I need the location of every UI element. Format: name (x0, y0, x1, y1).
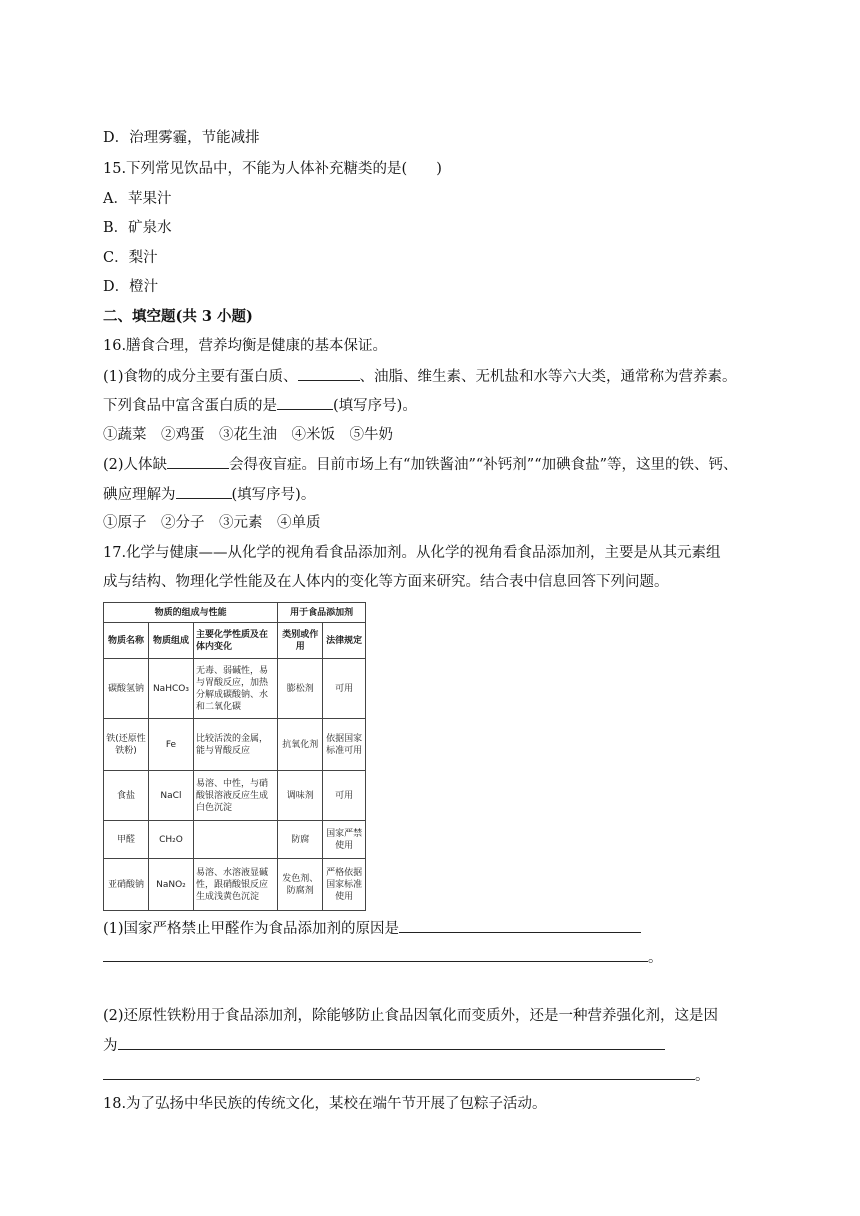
answer-blank[interactable] (399, 918, 641, 933)
answer-blank[interactable] (103, 947, 648, 962)
q15-stem: 15.下列常见饮品中，不能为人体补充糖类的是( ) (103, 161, 442, 177)
table-header-cell: 物质名称 (104, 623, 149, 659)
table-row (104, 659, 366, 719)
table-cell: 碳酸氢钠 (104, 659, 149, 719)
table-cell: 铁(还原性铁粉) (104, 719, 149, 771)
section-heading: 二、填空题(共 3 小题) (103, 308, 253, 325)
table-cell: 膨松剂 (278, 659, 323, 719)
table-cell: CH₂O (148, 821, 193, 859)
table-group-header: 物质的组成与性能 (104, 603, 278, 623)
answer-blank[interactable] (103, 1065, 695, 1080)
table-cell: 国家严禁使用 (323, 821, 366, 859)
food-additive-table (103, 602, 366, 911)
q14-option-d: D．治理雾霾，节能减排 (103, 130, 260, 146)
q17-stem-line1: 17.化学与健康——从化学的视角看食品添加剂。从化学的视角看食品添加剂，主要是从其元素组 (103, 545, 721, 561)
q17-part2-line1: (2)还原性铁粉用于食品添加剂，除能够防止食品因氧化而变质外，还是一种营养强化剂，这是因 (103, 1008, 719, 1024)
q16-part2-line2: 碘应理解为 (填写序号)。 (103, 484, 315, 505)
q15-option-b: B．矿泉水 (103, 220, 172, 236)
table-cell: 易溶、中性，与硝酸银溶液反应生成白色沉淀 (193, 771, 277, 821)
q16-part1-choices: ①蔬菜 ②鸡蛋 ③花生油 ④米饭 ⑤牛奶 (103, 427, 393, 443)
q16-part1-line2: 下列食品中富含蛋白质的是 (填写序号)。 (103, 395, 417, 416)
answer-blank[interactable] (167, 454, 229, 469)
q15-option-a: A．苹果汁 (103, 191, 172, 207)
q17-stem-line2: 成与结构、物理化学性能及在人体内的变化等方面来研究。结合表中信息回答下列问题。 (103, 574, 669, 590)
table-cell: 食盐 (104, 771, 149, 821)
answer-blank[interactable] (298, 366, 360, 381)
table-cell: 易溶、水溶液显碱性，跟硝酸银反应生成浅黄色沉淀 (193, 859, 277, 911)
q17-part2-line3: 。 (103, 1065, 710, 1086)
table-cell: 无毒、弱碱性，易与胃酸反应，加热分解成碳酸钠、水和二氧化碳 (193, 659, 277, 719)
table-cell: 防腐 (278, 821, 323, 859)
table-cell: 比较活泼的金属，能与胃酸反应 (193, 719, 277, 771)
table-group-header: 用于食品添加剂 (278, 603, 366, 623)
q18-stem: 18.为了弘扬中华民族的传统文化，某校在端午节开展了包粽子活动。 (103, 1096, 547, 1112)
answer-blank[interactable] (118, 1035, 665, 1050)
table-cell: Fe (148, 719, 193, 771)
table-row (104, 771, 366, 821)
table-row (104, 859, 366, 911)
table-cell: NaCl (148, 771, 193, 821)
table-cell: 抗氧化剂 (278, 719, 323, 771)
table-cell: NaHCO₃ (148, 659, 193, 719)
table-cell: 严格依据国家标准使用 (323, 859, 366, 911)
q16-part2-choices: ①原子 ②分子 ③元素 ④单质 (103, 515, 321, 531)
table-header-cell: 物质组成 (148, 623, 193, 659)
q16-part1-line1: (1)食物的成分主要有蛋白质、 、油脂、维生素、无机盐和水等六大类，通常称为营养素。 (103, 366, 737, 387)
q15-option-d: D．橙汁 (103, 279, 159, 295)
table-cell: 发色剂、防腐剂 (278, 859, 323, 911)
q17-part1-line1: (1)国家严格禁止甲醛作为食品添加剂的原因是 (103, 918, 641, 939)
q15-option-c: C．梨汁 (103, 250, 158, 266)
table-cell (193, 821, 277, 859)
table-cell: 可用 (323, 659, 366, 719)
table-cell: NaNO₂ (148, 859, 193, 911)
table-header-cell: 类别或作用 (278, 623, 323, 659)
answer-blank[interactable] (176, 484, 232, 499)
table-header-cell: 主要化学性质及在体内变化 (193, 623, 277, 659)
table-row (104, 821, 366, 859)
q17-part1-line2: 。 (103, 947, 663, 968)
table-cell: 甲醛 (104, 821, 149, 859)
answer-blank[interactable] (277, 395, 333, 410)
table-cell: 依据国家标准可用 (323, 719, 366, 771)
q16-stem: 16.膳食合理，营养均衡是健康的基本保证。 (103, 338, 388, 354)
table-header-cell: 法律规定 (323, 623, 366, 659)
table-cell: 调味剂 (278, 771, 323, 821)
table-cell: 可用 (323, 771, 366, 821)
table-row (104, 719, 366, 771)
q17-part2-line2: 为 (103, 1035, 665, 1056)
table-cell: 亚硝酸钠 (104, 859, 149, 911)
q16-part2-line1: (2)人体缺 会得夜盲症。目前市场上有“加铁酱油”“补钙剂”“加碘食盐”等，这里的铁、钙、 (103, 454, 738, 475)
